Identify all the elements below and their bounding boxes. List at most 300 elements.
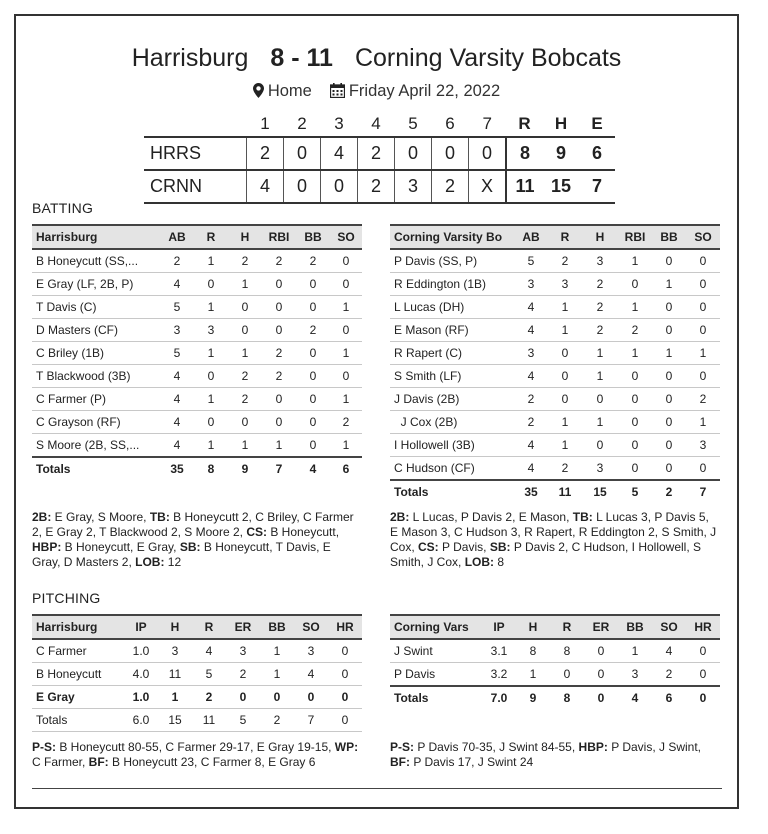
stat-column-header: SO xyxy=(652,615,686,639)
stat-cell: 0 xyxy=(584,686,618,709)
inning-header: 4 xyxy=(371,114,381,133)
stat-cell: 0 xyxy=(260,686,294,709)
stat-cell: 15 xyxy=(158,709,192,732)
stat-cell: 2 xyxy=(548,249,582,273)
stat-column-header: R xyxy=(194,225,228,249)
stat-cell: 35 xyxy=(514,480,548,503)
table-header-row xyxy=(32,615,362,639)
stat-cell: 0 xyxy=(582,388,618,411)
stat-cell: 0 xyxy=(686,457,720,481)
note-label: BF: xyxy=(390,755,410,769)
stat-column-header: R xyxy=(192,615,226,639)
stat-cell: 0 xyxy=(330,365,362,388)
note-text: P Davis, J Swint, xyxy=(607,740,702,754)
totals-row xyxy=(390,686,720,709)
stat-cell: 0 xyxy=(330,249,362,273)
note-text: B Honeycutt, xyxy=(267,525,340,539)
stat-cell: 1.0 xyxy=(124,686,158,709)
stat-column-header: H xyxy=(582,225,618,249)
table-row xyxy=(390,639,720,663)
stat-cell: 0 xyxy=(686,296,720,319)
stat-cell: 1 xyxy=(652,273,686,296)
note-text: L Lucas, P Davis 2, E Mason, xyxy=(409,510,573,524)
table-row xyxy=(32,319,362,342)
stat-cell: 4 xyxy=(192,639,226,663)
hits-header: H xyxy=(554,114,568,133)
stat-cell: 0 xyxy=(618,411,652,434)
stat-cell: 0 xyxy=(652,249,686,273)
note-text: 8 xyxy=(494,555,505,569)
stat-cell: 7 xyxy=(686,480,720,503)
inning-score: 2 xyxy=(358,170,395,203)
boxscore-card xyxy=(14,14,739,809)
stat-cell: 2 xyxy=(582,273,618,296)
stat-column-header: RBI xyxy=(262,225,296,249)
note-label: HBP: xyxy=(578,740,608,754)
stat-cell: 4 xyxy=(514,365,548,388)
runs-total: 8 xyxy=(506,137,543,170)
player-name: S Smith (LF) xyxy=(390,365,514,388)
stat-cell: 4 xyxy=(514,457,548,481)
pitching-section-title: PITCHING xyxy=(32,590,101,606)
table-row xyxy=(390,663,720,687)
player-name: T Blackwood (3B) xyxy=(32,365,160,388)
stat-cell: 1 xyxy=(330,296,362,319)
stat-cell: 4 xyxy=(618,686,652,709)
inning-score: 2 xyxy=(432,170,469,203)
stat-cell: 2 xyxy=(582,319,618,342)
batting-notes-away xyxy=(390,510,720,570)
stat-cell: 2 xyxy=(226,663,260,686)
team-abbrev: HRRS xyxy=(144,137,247,170)
stat-cell: 0 xyxy=(618,457,652,481)
bottom-divider xyxy=(32,788,722,789)
inning-header: 3 xyxy=(334,114,344,133)
stat-cell: 3 xyxy=(618,663,652,687)
stat-column-header: BB xyxy=(618,615,652,639)
stat-cell: 5 xyxy=(160,296,194,319)
inning-score: 0 xyxy=(284,137,321,170)
hits-total: 9 xyxy=(543,137,579,170)
inning-score: 0 xyxy=(395,137,432,170)
stat-cell: 1 xyxy=(158,686,192,709)
stat-cell: 1 xyxy=(582,342,618,365)
player-name: E Gray (LF, 2B, P) xyxy=(32,273,160,296)
stat-cell: 5 xyxy=(514,249,548,273)
player-name: B Honeycutt (SS,... xyxy=(32,249,160,273)
stat-cell: 0 xyxy=(194,411,228,434)
table-row xyxy=(390,273,720,296)
inning-score: 2 xyxy=(247,137,284,170)
map-pin-icon xyxy=(253,83,264,103)
table-row xyxy=(32,342,362,365)
stat-cell: 1 xyxy=(330,388,362,411)
stat-cell: 11 xyxy=(192,709,226,732)
stat-cell: 0 xyxy=(328,639,362,663)
stat-column-header: BB xyxy=(296,225,330,249)
stat-cell: 4 xyxy=(514,296,548,319)
stat-cell: 1 xyxy=(582,411,618,434)
note-label: 2B: xyxy=(32,510,52,524)
stat-cell: 0 xyxy=(296,434,330,458)
stat-cell: 2 xyxy=(618,319,652,342)
note-label: LOB: xyxy=(135,555,165,569)
player-name: C Farmer xyxy=(32,639,124,663)
stat-cell: 3 xyxy=(158,639,192,663)
note-label: P-S: xyxy=(32,740,56,754)
stat-cell: 0 xyxy=(686,365,720,388)
stat-cell: 0 xyxy=(228,319,262,342)
stat-cell: 1 xyxy=(330,342,362,365)
stat-cell: 35 xyxy=(160,457,194,480)
table-header-row xyxy=(32,225,362,249)
stat-cell: 0 xyxy=(328,663,362,686)
table-header-row xyxy=(390,615,720,639)
player-name: J Davis (2B) xyxy=(390,388,514,411)
team-column-header: Harrisburg xyxy=(32,225,160,249)
stat-cell: 3 xyxy=(582,457,618,481)
stat-cell: 0 xyxy=(548,342,582,365)
team-column-header: Corning Varsity Bo xyxy=(390,225,514,249)
stat-column-header: SO xyxy=(686,225,720,249)
stat-cell: 2 xyxy=(296,319,330,342)
stat-cell: 0 xyxy=(686,273,720,296)
errors-total: 6 xyxy=(579,137,615,170)
stat-cell: 0 xyxy=(652,434,686,457)
player-name: J Swint xyxy=(390,639,482,663)
stat-cell: 0 xyxy=(652,388,686,411)
stat-cell: 3 xyxy=(194,319,228,342)
stat-cell: 4 xyxy=(514,434,548,457)
stat-cell: 8 xyxy=(550,639,584,663)
stat-cell: 0 xyxy=(262,411,296,434)
player-name: C Hudson (CF) xyxy=(390,457,514,481)
stat-cell: 0 xyxy=(686,686,720,709)
note-label: CS: xyxy=(418,540,439,554)
stat-column-header: SO xyxy=(294,615,328,639)
stat-cell: 0 xyxy=(652,319,686,342)
player-name: E Gray xyxy=(32,686,124,709)
stat-cell: 0 xyxy=(618,434,652,457)
note-text: P Davis, xyxy=(438,540,490,554)
away-team-name: Corning Varsity Bobcats xyxy=(354,44,622,72)
stat-cell: 15 xyxy=(582,480,618,503)
player-name: T Davis (C) xyxy=(32,296,160,319)
stat-cell: 0 xyxy=(194,365,228,388)
stat-cell: 3 xyxy=(686,434,720,457)
stat-cell: 1 xyxy=(260,639,294,663)
table-row xyxy=(32,686,362,709)
batting-notes-home xyxy=(32,510,362,570)
stat-cell: 1 xyxy=(194,249,228,273)
stat-cell: 4 xyxy=(296,457,330,480)
inning-score: 2 xyxy=(358,137,395,170)
stat-cell: 1 xyxy=(260,663,294,686)
inning-score: 0 xyxy=(469,137,507,170)
stat-cell: 1 xyxy=(548,434,582,457)
stat-cell: 0 xyxy=(548,388,582,411)
runs-header: R xyxy=(518,114,531,133)
totals-row xyxy=(390,480,720,503)
player-name: Totals xyxy=(390,686,482,709)
inning-score: 4 xyxy=(247,170,284,203)
stat-cell: 0 xyxy=(582,434,618,457)
stat-cell: 0 xyxy=(618,388,652,411)
stat-cell: 5 xyxy=(618,480,652,503)
stat-cell: 2 xyxy=(192,686,226,709)
stat-column-header: IP xyxy=(124,615,158,639)
stat-column-header: H xyxy=(228,225,262,249)
stat-cell: 0 xyxy=(584,663,618,687)
stat-column-header: R xyxy=(548,225,582,249)
note-text: E Gray, S Moore, xyxy=(51,510,150,524)
stat-cell: 4 xyxy=(294,663,328,686)
table-row xyxy=(32,663,362,686)
player-name: B Honeycutt xyxy=(32,663,124,686)
inning-header: 1 xyxy=(260,114,270,133)
player-name: C Farmer (P) xyxy=(32,388,160,411)
table-row xyxy=(32,249,362,273)
stat-cell: 0 xyxy=(262,319,296,342)
note-text: B Honeycutt, T Davis, E Gray, D Masters 2, xyxy=(32,540,331,569)
stat-cell: 3 xyxy=(548,273,582,296)
stat-cell: 2 xyxy=(262,249,296,273)
stat-cell: 0 xyxy=(296,365,330,388)
stat-cell: 4 xyxy=(160,365,194,388)
stat-column-header: BB xyxy=(652,225,686,249)
note-text: P Davis 2, C Hudson, I Hollowell, S Smith, J Cox, xyxy=(390,540,702,569)
stat-cell: 3 xyxy=(514,342,548,365)
stat-column-header: H xyxy=(158,615,192,639)
stat-cell: 0 xyxy=(262,296,296,319)
location-label: Home xyxy=(267,82,312,100)
stat-cell: 4 xyxy=(514,319,548,342)
stat-cell: 1.0 xyxy=(124,639,158,663)
stat-cell: 4 xyxy=(160,434,194,458)
player-name: J Cox (2B) xyxy=(390,411,514,434)
stat-cell: 0 xyxy=(584,639,618,663)
stat-cell: 0 xyxy=(618,365,652,388)
stat-column-header: H xyxy=(516,615,550,639)
player-name: Totals xyxy=(32,457,160,480)
totals-row xyxy=(32,457,362,480)
stat-cell: 3 xyxy=(294,639,328,663)
stat-cell: 1 xyxy=(548,296,582,319)
stat-cell: 3.1 xyxy=(482,639,516,663)
table-row xyxy=(32,365,362,388)
batting-section-title: BATTING xyxy=(32,200,94,216)
stat-cell: 3.2 xyxy=(482,663,516,687)
stat-cell: 1 xyxy=(548,319,582,342)
note-text: B Honeycutt 2, C Briley, C Farmer 2, E Gray 2, T Blackwood 2, S Moore 2, xyxy=(32,510,354,539)
linescore-row-home xyxy=(144,137,615,170)
stat-cell: 1 xyxy=(516,663,550,687)
stat-cell: 2 xyxy=(548,457,582,481)
stat-cell: 2 xyxy=(260,709,294,732)
pitching-notes-away xyxy=(390,740,720,770)
calendar-icon xyxy=(330,83,345,103)
note-label: LOB: xyxy=(464,555,495,569)
player-name: R Rapert (C) xyxy=(390,342,514,365)
note-label: P-S: xyxy=(390,740,414,754)
stat-cell: 8 xyxy=(516,639,550,663)
stat-column-header: HR xyxy=(328,615,362,639)
pitching-table-away xyxy=(390,614,720,709)
game-info xyxy=(16,82,737,103)
stat-cell: 0 xyxy=(550,663,584,687)
stat-cell: 3 xyxy=(226,639,260,663)
note-text: P Davis 17, J Swint 24 xyxy=(410,755,534,769)
stat-column-header: AB xyxy=(514,225,548,249)
player-name: I Hollowell (3B) xyxy=(390,434,514,457)
inning-score: 3 xyxy=(395,170,432,203)
stat-cell: 0 xyxy=(296,296,330,319)
note-label: WP: xyxy=(334,740,359,754)
stat-cell: 0 xyxy=(686,249,720,273)
inning-score: 0 xyxy=(321,170,358,203)
note-label: TB: xyxy=(572,510,593,524)
table-row xyxy=(32,388,362,411)
stat-cell: 2 xyxy=(228,388,262,411)
stat-cell: 11 xyxy=(548,480,582,503)
stat-cell: 0 xyxy=(296,388,330,411)
stat-cell: 1 xyxy=(686,411,720,434)
note-label: SB: xyxy=(179,540,201,554)
table-row xyxy=(390,296,720,319)
table-row xyxy=(32,709,362,732)
errors-header: E xyxy=(591,114,603,133)
stat-cell: 0 xyxy=(294,686,328,709)
stat-cell: 1 xyxy=(262,434,296,458)
stat-cell: 0 xyxy=(328,686,362,709)
inning-header: 6 xyxy=(445,114,455,133)
table-row xyxy=(32,434,362,458)
stat-cell: 1 xyxy=(194,434,228,458)
stat-cell: 11 xyxy=(158,663,192,686)
stat-cell: 6 xyxy=(652,686,686,709)
stat-cell: 0 xyxy=(652,411,686,434)
game-title xyxy=(16,44,737,73)
stat-cell: 4 xyxy=(160,411,194,434)
home-team-name: Harrisburg xyxy=(131,44,249,72)
stat-cell: 0 xyxy=(618,273,652,296)
stat-cell: 2 xyxy=(262,342,296,365)
table-row xyxy=(390,434,720,457)
stat-cell: 7 xyxy=(262,457,296,480)
batting-table-away xyxy=(390,224,720,503)
stat-cell: 0 xyxy=(194,273,228,296)
note-label: TB: xyxy=(149,510,170,524)
stat-cell: 5 xyxy=(192,663,226,686)
table-row xyxy=(32,296,362,319)
inning-header: 5 xyxy=(408,114,418,133)
table-row xyxy=(32,411,362,434)
stat-cell: 6 xyxy=(330,457,362,480)
runs-total: 11 xyxy=(506,170,543,203)
table-row xyxy=(390,319,720,342)
stat-cell: 0 xyxy=(262,388,296,411)
stat-cell: 4.0 xyxy=(124,663,158,686)
note-text: B Honeycutt, E Gray, xyxy=(61,540,180,554)
stat-cell: 2 xyxy=(228,365,262,388)
inning-header: 7 xyxy=(482,114,492,133)
stat-cell: 0 xyxy=(228,296,262,319)
stat-cell: 2 xyxy=(160,249,194,273)
stat-cell: 0 xyxy=(328,709,362,732)
stat-cell: 0 xyxy=(330,273,362,296)
note-text: B Honeycutt 80-55, C Farmer 29-17, E Gray 19-15, xyxy=(56,740,335,754)
stat-cell: 1 xyxy=(618,249,652,273)
stat-cell: 5 xyxy=(160,342,194,365)
stat-cell: 8 xyxy=(550,686,584,709)
stat-cell: 2 xyxy=(262,365,296,388)
stat-cell: 0 xyxy=(652,296,686,319)
stat-cell: 1 xyxy=(194,342,228,365)
inning-score: 0 xyxy=(284,170,321,203)
stat-cell: 4 xyxy=(160,388,194,411)
stat-cell: 2 xyxy=(652,663,686,687)
inning-score: 0 xyxy=(432,137,469,170)
stat-cell: 3 xyxy=(514,273,548,296)
stat-cell: 8 xyxy=(194,457,228,480)
date-label: Friday April 22, 2022 xyxy=(348,82,501,100)
stat-column-header: R xyxy=(550,615,584,639)
stat-cell: 1 xyxy=(618,342,652,365)
table-row xyxy=(390,342,720,365)
note-text: P Davis 70-35, J Swint 84-55, xyxy=(414,740,579,754)
pitching-table-home xyxy=(32,614,362,732)
note-label: 2B: xyxy=(390,510,410,524)
stat-cell: 1 xyxy=(686,342,720,365)
stat-column-header: AB xyxy=(160,225,194,249)
team-abbrev: CRNN xyxy=(144,170,247,203)
note-text: 12 xyxy=(164,555,182,569)
stat-cell: 1 xyxy=(330,434,362,458)
stat-cell: 0 xyxy=(652,457,686,481)
stat-cell: 2 xyxy=(582,296,618,319)
table-header-row xyxy=(390,225,720,249)
player-name: Totals xyxy=(390,480,514,503)
stat-cell: 1 xyxy=(582,365,618,388)
stat-cell: 3 xyxy=(160,319,194,342)
table-row xyxy=(390,388,720,411)
batting-table-home xyxy=(32,224,362,480)
stat-cell: 7 xyxy=(294,709,328,732)
stat-cell: 1 xyxy=(194,296,228,319)
stat-cell: 9 xyxy=(516,686,550,709)
player-name: E Mason (RF) xyxy=(390,319,514,342)
stat-cell: 0 xyxy=(330,319,362,342)
player-name: P Davis xyxy=(390,663,482,687)
stat-cell: 2 xyxy=(652,480,686,503)
stat-cell: 0 xyxy=(652,365,686,388)
errors-total: 7 xyxy=(579,170,615,203)
stat-cell: 0 xyxy=(296,411,330,434)
team-column-header: Harrisburg xyxy=(32,615,124,639)
stat-cell: 2 xyxy=(296,249,330,273)
stat-cell: 1 xyxy=(228,434,262,458)
stat-cell: 0 xyxy=(226,686,260,709)
linescore-table xyxy=(144,112,615,204)
linescore-header-row xyxy=(144,112,615,137)
stat-cell: 1 xyxy=(652,342,686,365)
stat-cell: 1 xyxy=(228,273,262,296)
stat-cell: 5 xyxy=(226,709,260,732)
stat-cell: 0 xyxy=(296,273,330,296)
stat-cell: 2 xyxy=(514,411,548,434)
inning-header: 2 xyxy=(297,114,307,133)
table-row xyxy=(390,411,720,434)
